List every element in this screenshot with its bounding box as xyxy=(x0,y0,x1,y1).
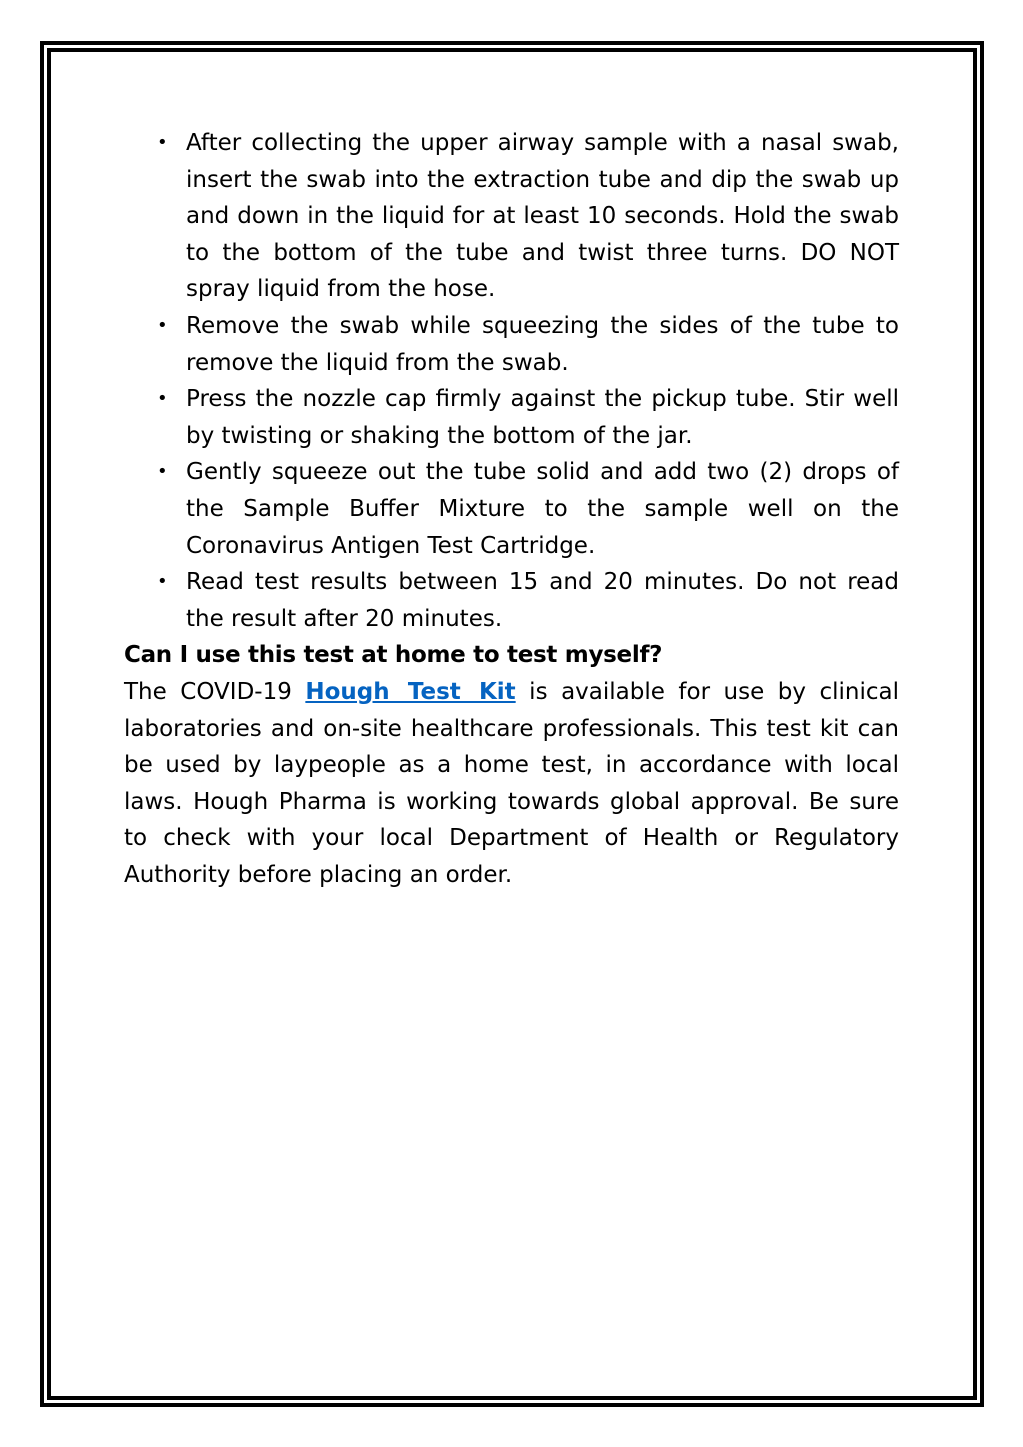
bullet-icon: • xyxy=(157,388,168,410)
list-item xyxy=(124,308,899,381)
list-item xyxy=(124,454,899,564)
document-body xyxy=(124,125,899,893)
list-item-text: Gently squeeze out the tube solid and add two (2) drops of the Sample Buffer Mixture to the sample well on the Coronavirus Antigen Test Cartridge. xyxy=(186,459,899,559)
instruction-list xyxy=(124,125,899,637)
list-item-text: Press the nozzle cap firmly against the pickup tube. Stir well by twisting or shaking the bottom of the jar. xyxy=(186,386,899,449)
body-paragraph xyxy=(124,674,899,894)
section-heading: Can I use this test at home to test myself? xyxy=(124,642,663,669)
paragraph-text-end: is available for use by clinical laboratories and on-site healthcare professionals. This test kit can be used by laypeople as a home test, in accordance with local laws. Hough Pharma is working towards global approval. Be sure to check with your local Department of Health or Regulatory Authority before placing an order. xyxy=(124,678,900,888)
list-item xyxy=(124,381,899,454)
list-item-text: After collecting the upper airway sample with a nasal swab, insert the swab into the extraction tube and dip the swab up and down in the liquid for at least 10 seconds. Hold the swab to the bottom of the tube and twist three turns. DO NOT spray liquid from the hose. xyxy=(186,130,899,303)
paragraph-text-start: The COVID-19 xyxy=(124,678,306,705)
bullet-icon: • xyxy=(157,314,168,336)
list-item xyxy=(124,564,899,637)
bullet-icon: • xyxy=(157,132,168,153)
bullet-icon: • xyxy=(157,571,168,593)
bullet-icon: • xyxy=(157,461,168,483)
list-item xyxy=(124,125,899,308)
list-item-text: Remove the swab while squeezing the sides of the tube to remove the liquid from the swab. xyxy=(186,312,899,376)
list-item-text: Read test results between 15 and 20 minutes. Do not read the result after 20 minutes. xyxy=(186,569,899,632)
hough-test-kit-link[interactable]: Hough Test Kit xyxy=(305,678,516,705)
